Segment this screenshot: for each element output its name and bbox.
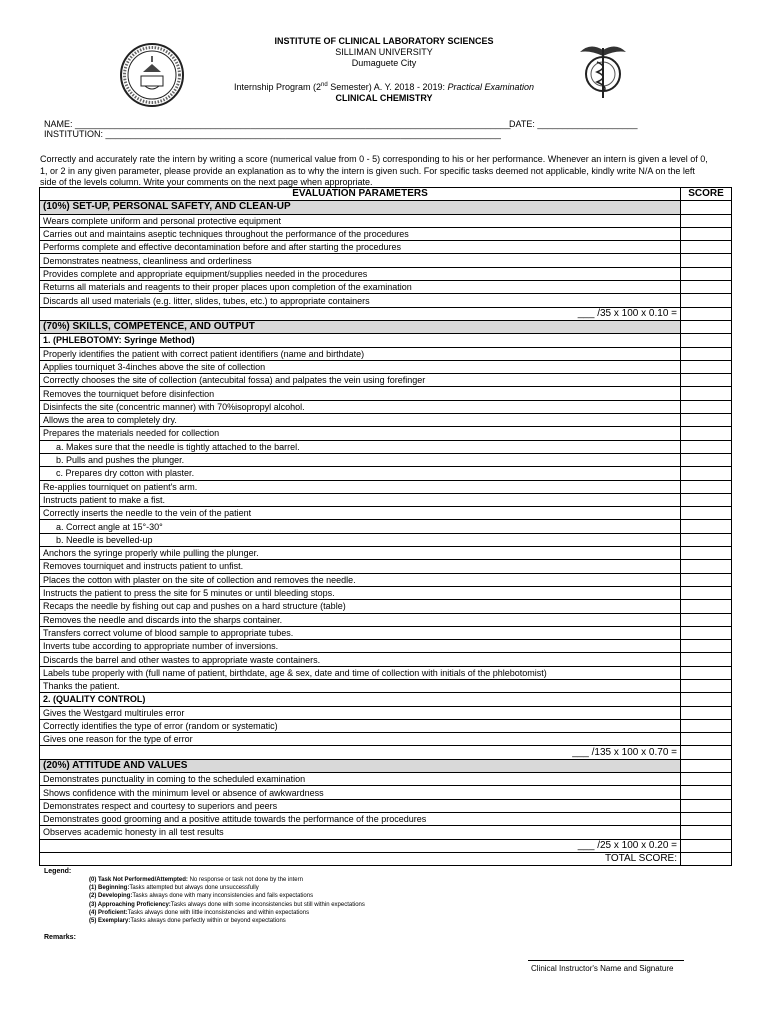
score-cell[interactable] [681,653,732,666]
legend-desc: Tasks always done with little inconsistencies and within expectations [127,909,310,916]
criteria-row-label: Allows the area to completely dry. [40,414,681,427]
criteria-row-label: Provides complete and appropriate equipment/supplies needed in the procedures [40,267,681,280]
score-cell [681,334,732,347]
criteria-subrow-label: b. Pulls and pushes the plunger. [40,453,681,466]
score-cell[interactable] [681,812,732,825]
criteria-subrow [40,520,732,533]
score-cell[interactable] [681,733,732,746]
score-cell[interactable] [681,307,732,320]
remarks-label: Remarks: [44,934,76,941]
criteria-row-label: Transfers correct volume of blood sample to appropriate tubes. [40,626,681,639]
section-attitude-title-label: (20%) ATTITUDE AND VALUES [40,759,681,772]
criteria-row-label: Instructs patient to make a fist. [40,493,681,506]
score-cell[interactable] [681,400,732,413]
criteria-row [40,374,732,387]
criteria-row [40,493,732,506]
criteria-row-label: Instructs the patient to press the site for 5 minutes or until bleeding stops. [40,586,681,599]
section-skills-title-label: (70%) SKILLS, COMPETENCE, AND OUTPUT [40,320,681,333]
signature-label: Clinical Instructor's Name and Signature [531,964,674,973]
name-field[interactable]: NAME: _______________________________________________________________________________________ [44,119,511,129]
criteria-row-label: Carries out and maintains aseptic techniques throughout the performance of the procedures [40,227,681,240]
criteria-row-label: Demonstrates neatness, cleanliness and orderliness [40,254,681,267]
criteria-subrow [40,533,732,546]
criteria-row [40,427,732,440]
criteria-row [40,214,732,227]
score-cell [681,201,732,214]
score-cell[interactable] [681,626,732,639]
section-setup-subtotal [40,307,732,320]
table-header-row [40,188,732,201]
legend-key: (1) Beginning: [89,885,130,892]
subject-title: CLINICAL CHEMISTRY [335,93,433,103]
criteria-row [40,560,732,573]
score-cell[interactable] [681,826,732,839]
score-cell[interactable] [681,374,732,387]
score-cell[interactable] [681,852,732,865]
criteria-row-label: Demonstrates respect and courtesy to superiors and peers [40,799,681,812]
score-cell[interactable] [681,254,732,267]
legend-item [89,917,365,925]
score-cell[interactable] [681,547,732,560]
score-cell[interactable] [681,414,732,427]
criteria-row [40,706,732,719]
header-score: SCORE [681,188,732,201]
score-cell[interactable] [681,533,732,546]
criteria-row-label: Places the cotton with plaster on the site of collection and removes the needle. [40,573,681,586]
criteria-row-label: Re-applies tourniquet on patient's arm. [40,480,681,493]
criteria-row-label: Correctly inserts the needle to the vein of the patient [40,507,681,520]
phlebotomy-subtitle-label: 1. (PHLEBOTOMY: Syringe Method) [40,334,681,347]
score-cell[interactable] [681,227,732,240]
criteria-row [40,573,732,586]
section-skills-subtotal-label: ___ /135 x 100 x 0.70 = [40,746,681,759]
score-cell[interactable] [681,480,732,493]
legend-item [89,876,365,884]
score-cell[interactable] [681,786,732,799]
criteria-row-label: Properly identifies the patient with correct patient identifiers (name and birthdate) [40,347,681,360]
document-header [0,36,768,104]
total-score-row-label: TOTAL SCORE: [40,852,681,865]
criteria-row [40,653,732,666]
score-cell[interactable] [681,773,732,786]
score-cell[interactable] [681,520,732,533]
score-cell [681,320,732,333]
criteria-row [40,414,732,427]
score-cell[interactable] [681,267,732,280]
criteria-row-label: Demonstrates good grooming and a positive attitude towards the performance of the procedures [40,812,681,825]
legend-desc: Tasks always done with many inconsistencies and fails expectations [132,893,314,900]
criteria-row [40,786,732,799]
section-attitude-subtotal-label: ___ /25 x 100 x 0.20 = [40,839,681,852]
criteria-subrow-label: a. Correct angle at 15°-30° [40,520,681,533]
criteria-row-label: Inverts tube according to appropriate number of inversions. [40,640,681,653]
legend-key: (4) Proficient: [89,909,128,916]
program-text-1: Internship Program (2 [233,82,322,92]
score-cell[interactable] [681,613,732,626]
criteria-row-label: Returns all materials and reagents to their proper places upon completion of the examination [40,281,681,294]
score-cell[interactable] [681,560,732,573]
criteria-row [40,719,732,732]
criteria-subrow [40,453,732,466]
quality-control-subtitle [40,693,732,706]
criteria-subrow-label: a. Makes sure that the needle is tightly attached to the barrel. [40,440,681,453]
score-cell[interactable] [681,467,732,480]
criteria-row-label: Anchors the syringe properly while pulling the plunger. [40,547,681,560]
legend-desc: No response or task not done by the intern [187,877,303,883]
university-name: SILLIMAN UNIVERSITY [335,47,433,57]
criteria-row-label: Shows confidence with the minimum level or absence of awkwardness [40,786,681,799]
criteria-row-label: Removes the tourniquet before disinfection [40,387,681,400]
score-cell[interactable] [681,241,732,254]
section-setup-subtotal-label: ___ /35 x 100 x 0.10 = [40,307,681,320]
score-cell[interactable] [681,347,732,360]
score-cell[interactable] [681,453,732,466]
criteria-row [40,347,732,360]
criteria-row [40,640,732,653]
criteria-row [40,254,732,267]
section-setup-title-label: (10%) SET-UP, PERSONAL SAFETY, AND CLEAN-UP [40,201,681,214]
legend-key: (3) Approaching Proficiency: [89,901,171,908]
criteria-row [40,294,732,307]
score-cell[interactable] [681,799,732,812]
criteria-row-label: Observes academic honesty in all test results [40,826,681,839]
legend-title-text: Legend: [44,868,72,875]
criteria-row [40,400,732,413]
score-cell[interactable] [681,706,732,719]
criteria-row [40,666,732,679]
criteria-row-label: Prepares the materials needed for collection [40,427,681,440]
score-cell [681,759,732,772]
institution-field[interactable]: INSTITUTION: _______________________________________________________________________________ [44,129,501,139]
evaluation-table [39,187,732,866]
legend-list [89,876,365,925]
legend-item [89,901,365,909]
section-setup-title [40,201,732,214]
score-cell[interactable] [681,281,732,294]
program-exam-label: Practical Examination [447,82,535,92]
criteria-subrow-label: b. Needle is bevelled-up [40,533,681,546]
criteria-row-label: Discards all used materials (e.g. litter, slides, tubes, etc.) to appropriate containers [40,294,681,307]
score-cell[interactable] [681,493,732,506]
criteria-row-label: Removes tourniquet and instructs patient to unfist. [40,560,681,573]
legend-key: (0) Task Not Performed/Attempted: [89,877,188,883]
score-cell[interactable] [681,294,732,307]
score-cell[interactable] [681,214,732,227]
legend-title [44,867,71,876]
phlebotomy-subtitle [40,334,732,347]
score-cell[interactable] [681,387,732,400]
criteria-row-label: Correctly identifies the type of error (random or systematic) [40,719,681,732]
criteria-row [40,227,732,240]
criteria-row-label: Thanks the patient. [40,679,681,692]
instructions-paragraph: Correctly and accurately rate the intern by writing a score (numerical value from 0 - 5) corresponding to his or her performance. Whenever an intern is given a level of 0, 1, or 2 in any given parameter, please provide an explanation as to why the intern is given such. For specific tasks deemed not applicable, kindly write N/A on the left side of the levels column. Write your comments on the next page when appropriate. [40,154,708,187]
criteria-row-label: Recaps the needle by fishing out cap and pushes on a hard structure (table) [40,600,681,613]
city-name: Dumaguete City [351,58,417,68]
signature-line[interactable] [528,960,684,961]
criteria-row [40,826,732,839]
criteria-row [40,733,732,746]
score-cell[interactable] [681,746,732,759]
criteria-row [40,600,732,613]
criteria-row [40,626,732,639]
criteria-row-label: Wears complete uniform and personal protective equipment [40,214,681,227]
criteria-row [40,613,732,626]
criteria-row [40,679,732,692]
criteria-row [40,799,732,812]
section-attitude-title [40,759,732,772]
legend-desc: Tasks always done perfectly within or beyond expectations [130,918,286,925]
score-cell[interactable] [681,440,732,453]
criteria-row [40,480,732,493]
legend-item [89,909,365,917]
criteria-row-label: Removes the needle and discards into the sharps container. [40,613,681,626]
institute-name: INSTITUTE OF CLINICAL LABORATORY SCIENCES [274,36,494,46]
legend-desc: Tasks attempted but always done unsuccessfully [129,885,259,892]
score-cell [681,693,732,706]
criteria-row [40,241,732,254]
criteria-subrow [40,440,732,453]
section-attitude-subtotal [40,839,732,852]
score-cell[interactable] [681,600,732,613]
date-field[interactable]: DATE: ____________________ [509,119,638,129]
program-line [0,80,768,93]
header-parameters: EVALUATION PARAMETERS [40,188,681,201]
criteria-row-label: Labels tube properly with (full name of patient, birthdate, age & sex, date and time of collection with initials of the phlebotomist) [40,666,681,679]
section-skills-subtotal [40,746,732,759]
score-cell[interactable] [681,719,732,732]
criteria-row-label: Gives one reason for the type of error [40,733,681,746]
criteria-subrow-label: c. Prepares dry cotton with plaster. [40,467,681,480]
criteria-row-label: Correctly chooses the site of collection (antecubital fossa) and palpates the vein using forefinger [40,374,681,387]
legend-desc: Tasks always done with some inconsistencies but still within expectations [170,901,365,908]
criteria-row [40,507,732,520]
criteria-row-label: Discards the barrel and other wastes to appropriate waste containers. [40,653,681,666]
legend-key: (5) Exemplary: [89,918,131,925]
score-cell[interactable] [681,573,732,586]
score-cell[interactable] [681,640,732,653]
criteria-row [40,586,732,599]
criteria-row [40,812,732,825]
criteria-row [40,267,732,280]
program-text-2: Semester) A. Y. 2018 - 2019: [327,82,448,92]
criteria-row [40,281,732,294]
score-cell[interactable] [681,507,732,520]
criteria-row [40,387,732,400]
quality-control-subtitle-label: 2. (QUALITY CONTROL) [40,693,681,706]
legend-key: (2) Developing: [89,893,133,900]
legend-item [89,892,365,900]
criteria-row-label: Disinfects the site (concentric manner) with 70%isopropyl alcohol. [40,400,681,413]
legend-item [89,884,365,892]
score-cell[interactable] [681,360,732,373]
criteria-row-label: Gives the Westgard multirules error [40,706,681,719]
score-cell[interactable] [681,666,732,679]
program-superscript: nd [321,82,328,88]
criteria-subrow [40,467,732,480]
criteria-row-label: Applies tourniquet 3-4inches above the site of collection [40,360,681,373]
score-cell[interactable] [681,679,732,692]
section-skills-title [40,320,732,333]
criteria-row [40,360,732,373]
total-score-row [40,852,732,865]
score-cell[interactable] [681,839,732,852]
score-cell[interactable] [681,586,732,599]
criteria-row [40,547,732,560]
criteria-row [40,773,732,786]
criteria-row-label: Performs complete and effective decontamination before and after starting the procedures [40,241,681,254]
score-cell[interactable] [681,427,732,440]
criteria-row-label: Demonstrates punctuality in coming to the scheduled examination [40,773,681,786]
